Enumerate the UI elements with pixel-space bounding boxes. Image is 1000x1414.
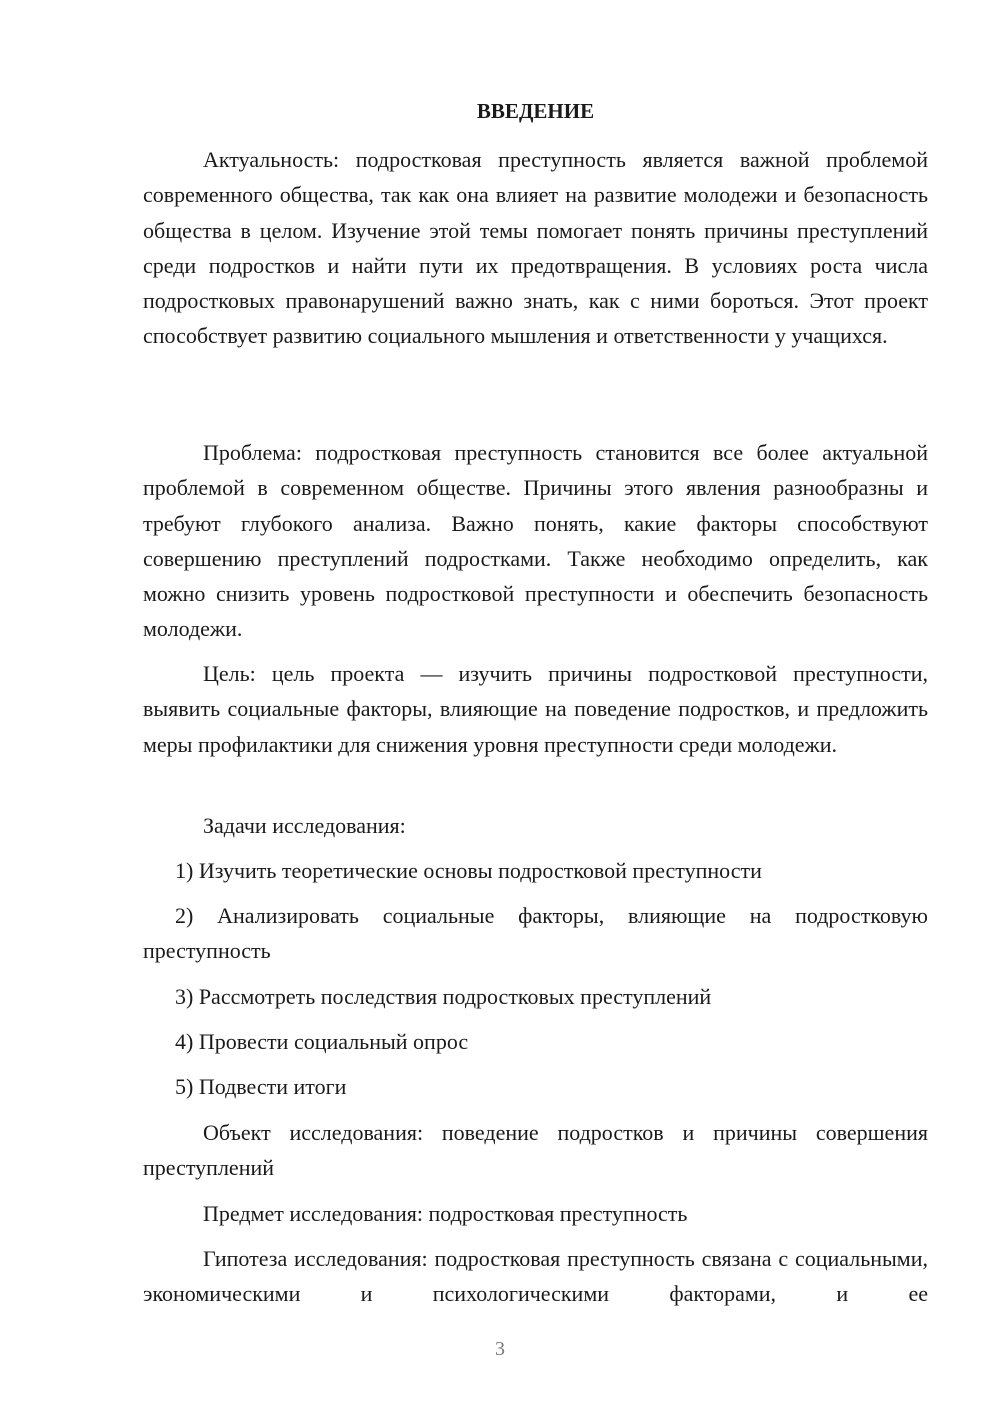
task-item: 5) Подвести итоги [175, 1074, 347, 1099]
hypothesis-paragraph: Гипотеза исследования: подростковая преступность связана с социальными, экономическими и психологическими факторами, и ее [143, 1246, 928, 1307]
object-paragraph: Объект исследования: поведение подростков и причины совершения преступлений [143, 1120, 928, 1181]
task-item: 4) Провести социальный опрос [175, 1029, 469, 1054]
task-item: 2) Анализировать социальные факторы, влияющие на подростковую преступность [143, 903, 928, 964]
problem-paragraph: Проблема: подростковая преступность становится все более актуальной проблемой в современном обществе. Причины этого явления разнообразны и требуют глубокого анализа. Важно понять, какие факторы способствуют совершению преступлений подростками. Также необходимо определить, как можно снизить уровень подростковой преступности и обеспечить безопасность молодежи. [143, 440, 928, 642]
subject-paragraph: Предмет исследования: подростковая преступность [203, 1201, 688, 1226]
goal-paragraph: Цель: цель проекта — изучить причины подростковой преступности, выявить социальные факторы, влияющие на поведение подростков, и предложить меры профилактики для снижения уровня преступности среди молодежи. [143, 661, 928, 757]
task-item: 1) Изучить теоретические основы подростковой преступности [175, 858, 762, 883]
tasks-heading: Задачи исследования: [203, 813, 406, 838]
relevance-paragraph: Актуальность: подростковая преступность является важной проблемой современного общества, так как она влияет на развитие молодежи и безопасность общества в целом. Изучение этой темы помогает понять причины преступлений среди подростков и найти пути их предотвращения. В условиях роста числа подростковых правонарушений важно знать, как с ними бороться. Этот проект способствует развитию социального мышления и ответственности у учащихся. [143, 147, 928, 349]
task-item: 3) Рассмотреть последствия подростковых преступлений [175, 984, 712, 1009]
page-title: ВВЕДЕНИЕ [476, 99, 595, 123]
page-number: 3 [495, 1338, 505, 1360]
